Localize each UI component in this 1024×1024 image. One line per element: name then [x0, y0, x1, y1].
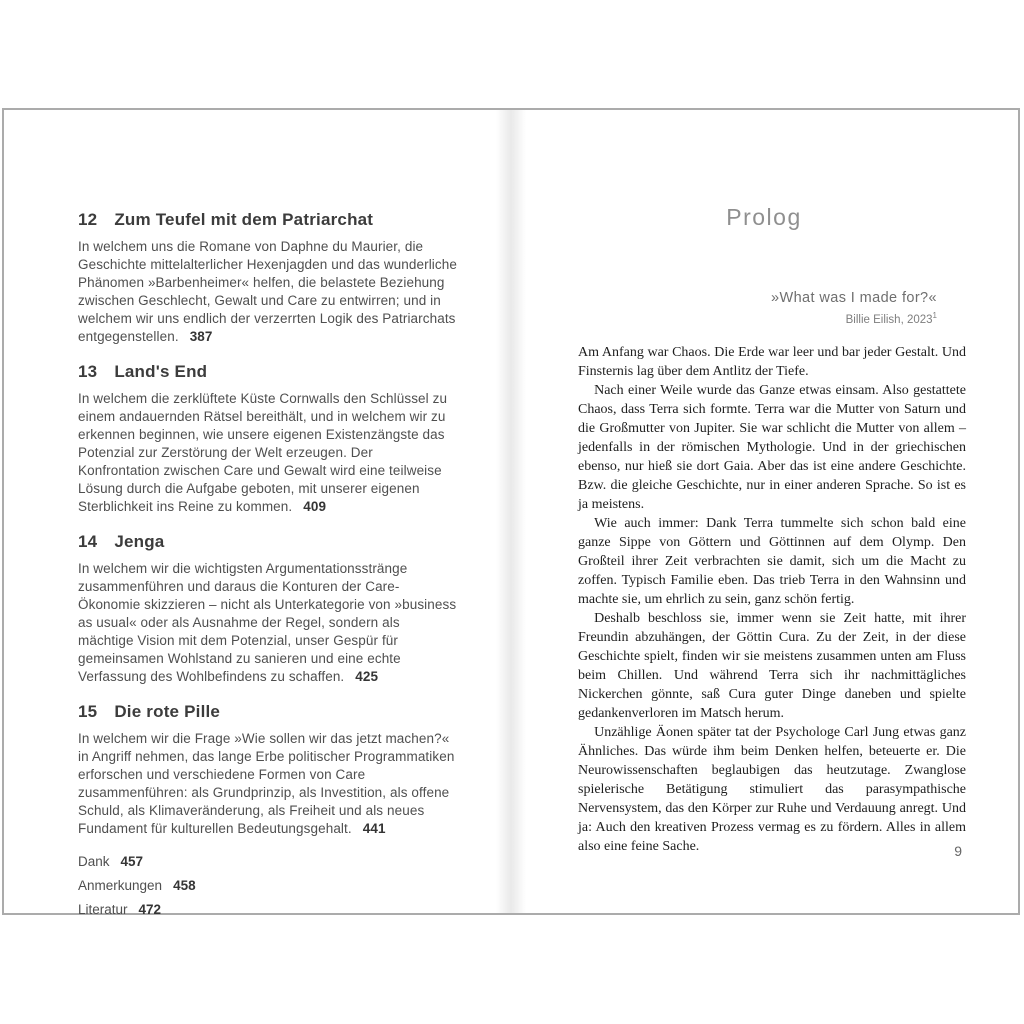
body-paragraph: Deshalb beschloss sie, immer wenn sie Zeit hatte, mit ihrer Freundin abzuhängen, der Göttin Cura. Zu der Zeit, in der diese Geschichte spielt, finden wir sie meistens zusammen unten am Fluss beim Chillen. Und während Terra sich ihr nachmittägliches Nickerchen gönnte, saß Cura guter Dinge daneben und spielte gedankenverloren im Matsch herum. — [578, 611, 966, 721]
chapter-heading — [78, 362, 458, 382]
prolog-heading: Prolog — [726, 204, 802, 230]
backmatter-label: Dank — [78, 854, 110, 869]
prolog-body — [578, 343, 966, 856]
chapter-title: Die rote Pille — [114, 702, 221, 721]
backmatter-list — [78, 854, 458, 917]
right-page-prolog — [510, 110, 1018, 913]
footnote-marker: 1 — [932, 311, 937, 320]
backmatter-label: Literatur — [78, 902, 128, 917]
backmatter-row — [78, 878, 458, 893]
epigraph-attribution: Billie Eilish, 2023$^1$ — [845, 311, 937, 326]
chapter-title: Land's End — [114, 362, 208, 381]
chapter-heading — [78, 532, 458, 552]
backmatter-page-ref: 457 — [120, 854, 144, 869]
chapter-title: Jenga — [114, 532, 165, 551]
body-paragraph: Am Anfang war Chaos. Die Erde war leer und bar jeder Gestalt. Und Finsternis lag über dem Antlitz der Tiefe. — [578, 345, 966, 379]
backmatter-page-ref: 472 — [138, 902, 162, 917]
chapter-page-ref: 409 — [303, 499, 327, 514]
chapter-page-ref: 425 — [355, 669, 379, 684]
chapter-number: 13 — [78, 362, 98, 381]
toc-entry — [78, 210, 458, 346]
page-number: 9 — [954, 843, 962, 859]
chapter-number: 15 — [78, 702, 98, 721]
chapter-heading — [78, 702, 458, 722]
chapter-number: 12 — [78, 210, 98, 229]
chapter-page-ref: 387 — [189, 329, 213, 344]
backmatter-row — [78, 902, 458, 917]
toc-entry — [78, 702, 458, 838]
chapter-description: In welchem uns die Romane von Daphne du Maurier, die Geschichte mittelalterlicher Hexenjagden und das wunderliche Phänomen »Barbenheimer« helfen, die belastete Beziehung zwischen Geschlecht, Gewalt und Care zu entwirren; und in welchem wir uns endlich der verzerrten Logik des Patriarchats entgegenstellen. 387 — [78, 239, 457, 344]
chapter-title: Zum Teufel mit dem Patriarchat — [114, 210, 374, 229]
book-spread — [2, 108, 1020, 915]
toc-entry — [78, 362, 458, 516]
body-paragraph: Unzählige Äonen später tat der Psychologe Carl Jung etwas ganz Ähnliches. Das würde ihm beim Denken helfen, beteuerte er. Die Neurowissenschaften beglaubigen das heutzutage. Zwanglose spielerische Betätigung stimuliert das parasympathische Nervensystem, das den Körper zur Ruhe und Verdauung anregt. Und ja: Auch den kreativen Prozess vermag es zu fördern. Alles in allem also eine feine Sache. — [578, 725, 966, 854]
chapter-page-ref: 441 — [362, 821, 386, 836]
chapter-number: 14 — [78, 532, 98, 551]
chapter-description: In welchem die zerklüftete Küste Cornwalls den Schlüssel zu einem andauernden Rätsel bereithält, und in welchem wir zu erkennen beginnen, wie unsere eigenen Existenzängste das Potenzial zur Zerstörung der Welt erzeugen. Der Konfrontation zwischen Care und Gewalt wird eine teilweise Lösung durch die Aufgabe geboten, mit unserer eigenen Sterblichkeit ins Reine zu kommen. 409 — [78, 391, 448, 514]
body-paragraph: Nach einer Weile wurde das Ganze etwas einsam. Also gestattete Chaos, dass Terra sich formte. Terra war die Mutter von Saturn und die Großmutter von Jupiter. Sie war schlicht die Mutter von allem – jedenfalls in der römischen Mythologie. Und in der griechischen ebenso, nur hieß sie dort Gaia. Aber das ist eine andere Geschichte. Bzw. die gleiche Geschichte, nur in einer anderen Sprache. So ist es ja meistens. — [578, 383, 966, 512]
body-paragraph: Wie auch immer: Dank Terra tummelte sich schon bald eine ganze Sippe von Göttern und Göttinnen auf dem Olymp. Den Großteil ihrer Zeit verbrachten sie damit, sich um die Macht zu zoffen. Typisch Familie eben. Das trieb Terra in den Wahnsinn und machte sie, um ehrlich zu sein, ganz schön fertig. — [578, 516, 966, 607]
backmatter-page-ref: 458 — [173, 878, 196, 893]
backmatter-row — [78, 854, 458, 869]
toc-list — [78, 210, 458, 926]
toc-entry — [78, 532, 458, 686]
chapter-description: In welchem wir die Frage »Wie sollen wir das jetzt machen?« in Angriff nehmen, das lange Erbe politischer Programmatiken erforschen und verschiedene Formen von Care zusammenführen: als Grundprinzip, als Investition, als offene Schuld, als Klimaveränderung, als Freiheit und als neues Fundament für kulturellen Bedeutungsgehalt. 441 — [78, 731, 455, 836]
chapter-description: In welchem wir die wichtigsten Argumentationsstränge zusammenführen und daraus die Konturen der Care-Ökonomie skizzieren – nicht als Unterkategorie von »business as usual« oder als Ausnahme der Regel, sondern als mächtige Vision mit dem Potenzial, unser Gespür für gemeinsamen Wohlstand zu sanieren und eine echte Verfassung des Wohlbefindens zu schaffen. 425 — [78, 561, 457, 684]
backmatter-label: Anmerkungen — [78, 878, 163, 893]
epigraph-quote: »What was I made for?« — [771, 290, 937, 306]
epigraph — [771, 290, 937, 326]
chapter-heading — [78, 210, 458, 230]
left-page-table-of-contents — [4, 110, 510, 917]
